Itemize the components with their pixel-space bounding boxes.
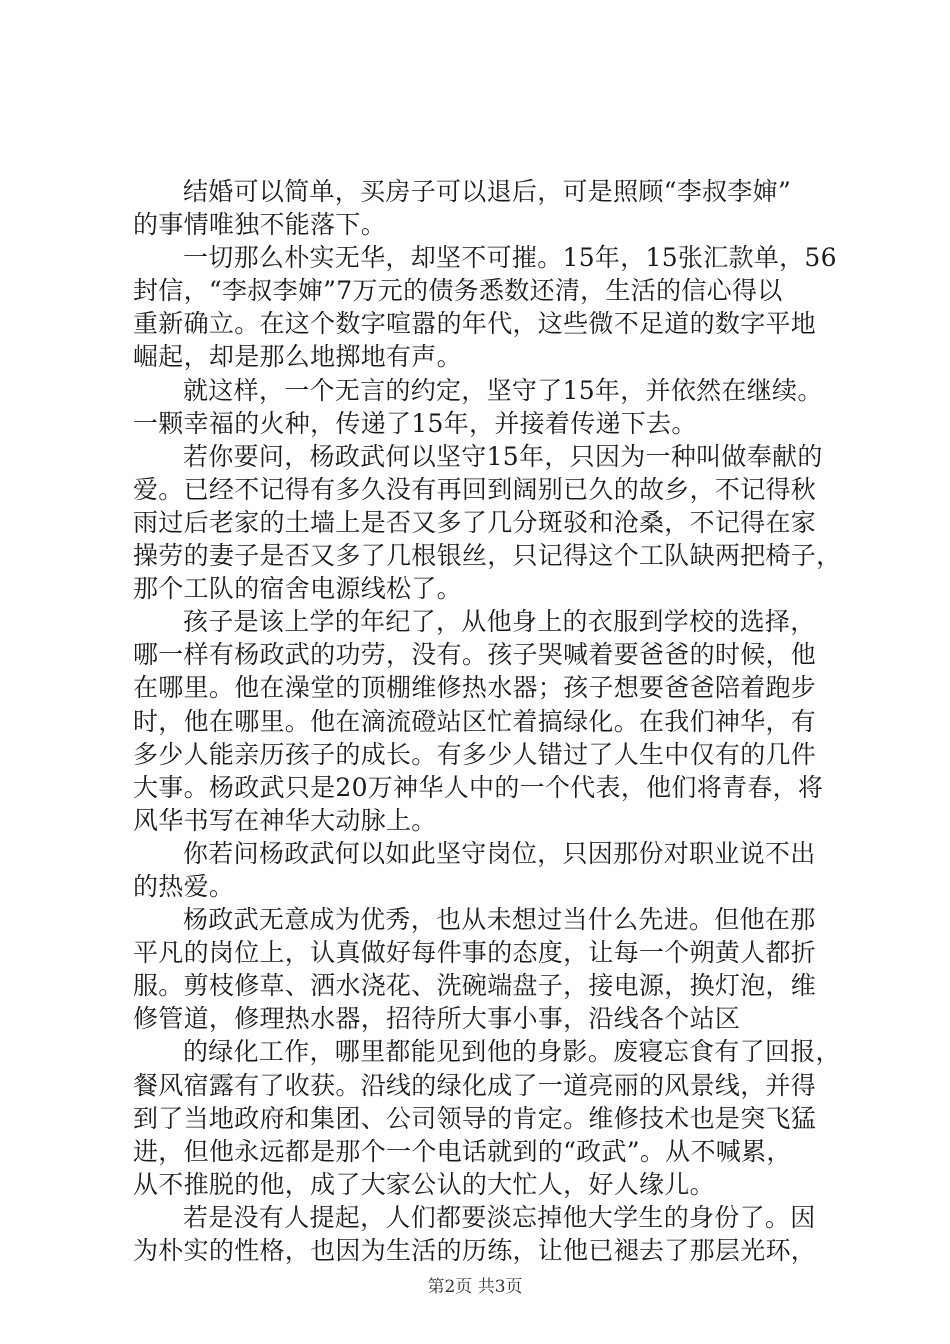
text-line: 到了当地政府和集团、公司领导的肯定。维修技术也是突飞猛 [133, 1103, 817, 1133]
text-line: 时，他在哪里。他在滴流磴站区忙着搞绿化。在我们神华，有 [133, 706, 817, 736]
text-line: 为朴实的性格，也因为生活的历练，让他已褪去了那层光环， [133, 1236, 817, 1265]
document-body [133, 175, 842, 1267]
text-line: 大事。杨政武只是20万神华人中的一个代表，他们将青春，将 [133, 772, 824, 802]
text-line: 你若问杨政武何以如此坚守岗位，只因那份对职业说不出 [183, 838, 816, 868]
text-line: 风华书写在神华大动脉上。 [133, 805, 437, 835]
text-line: 哪一样有杨政武的功劳，没有。孩子哭喊着要爸爸的时候，他 [133, 640, 817, 670]
text-line: 从不推脱的他，成了大家公认的大忙人，好人缘儿。 [133, 1169, 715, 1199]
text-line: 进，但他永远都是那个一个电话就到的“政武”。从不喊累， [133, 1136, 792, 1166]
text-line: 的事情唯独不能落下。 [133, 210, 387, 240]
text-line: 操劳的妻子是否又多了几根银丝，只记得这个工队缺两把椅子， [133, 541, 842, 571]
text-line: 爱。已经不记得有多久没有再回到阔别已久的故乡，不记得秋 [133, 474, 817, 504]
text-line: 修管道，修理热水器，招待所大事小事，沿线各个站区 [133, 1004, 741, 1034]
text-line: 重新确立。在这个数字喧嚣的年代，这些微不足道的数字平地 [133, 309, 817, 339]
text-line: 的热爱。 [133, 871, 235, 901]
text-line: 平凡的岗位上，认真做好每件事的态度，让每一个朔黄人都折 [133, 938, 817, 968]
text-line: 杨政武无意成为优秀，也从未想过当什么先进。但他在那 [183, 905, 816, 935]
page-footer: 第2页 共3页 [427, 1277, 523, 1297]
text-line: 孩子是该上学的年纪了，从他身上的衣服到学校的选择， [183, 607, 816, 637]
text-line: 封信，“李叔李婶”7万元的债务悉数还清，生活的信心得以 [133, 276, 783, 306]
text-line: 服。剪枝修草、洒水浇花、洗碗端盘子，接电源，换灯泡，维 [133, 971, 817, 1001]
text-line: 餐风宿露有了收获。沿线的绿化成了一道亮丽的风景线，并得 [133, 1070, 817, 1100]
text-line: 就这样，一个无言的约定，坚守了15年，并依然在继续。 [183, 375, 823, 405]
text-line: 若你要问，杨政武何以坚守15年，只因为一种叫做奉献的 [183, 441, 823, 471]
text-line: 在哪里。他在澡堂的顶棚维修热水器；孩子想要爸爸陪着跑步 [133, 673, 817, 703]
text-line: 若是没有人提起，人们都要淡忘掉他大学生的身份了。因 [183, 1202, 816, 1232]
text-line: 那个工队的宿舍电源线松了。 [133, 574, 462, 604]
text-line: 的绿化工作，哪里都能见到他的身影。废寝忘食有了回报， [183, 1037, 841, 1067]
text-line: 一颗幸福的火种，传递了15年，并接着传递下去。 [133, 408, 697, 438]
text-line: 结婚可以简单，买房子可以退后，可是照顾“李叔李婶” [183, 177, 792, 206]
text-line: 一切那么朴实无华，却坚不可摧。15年，15张汇款单，56 [183, 243, 837, 273]
text-line: 崛起，却是那么地掷地有声。 [133, 342, 462, 372]
text-line: 多少人能亲历孩子的成长。有多少人错过了人生中仅有的几件 [133, 739, 817, 769]
text-line: 雨过后老家的土墙上是否又多了几分斑驳和沧桑，不记得在家 [133, 507, 817, 537]
